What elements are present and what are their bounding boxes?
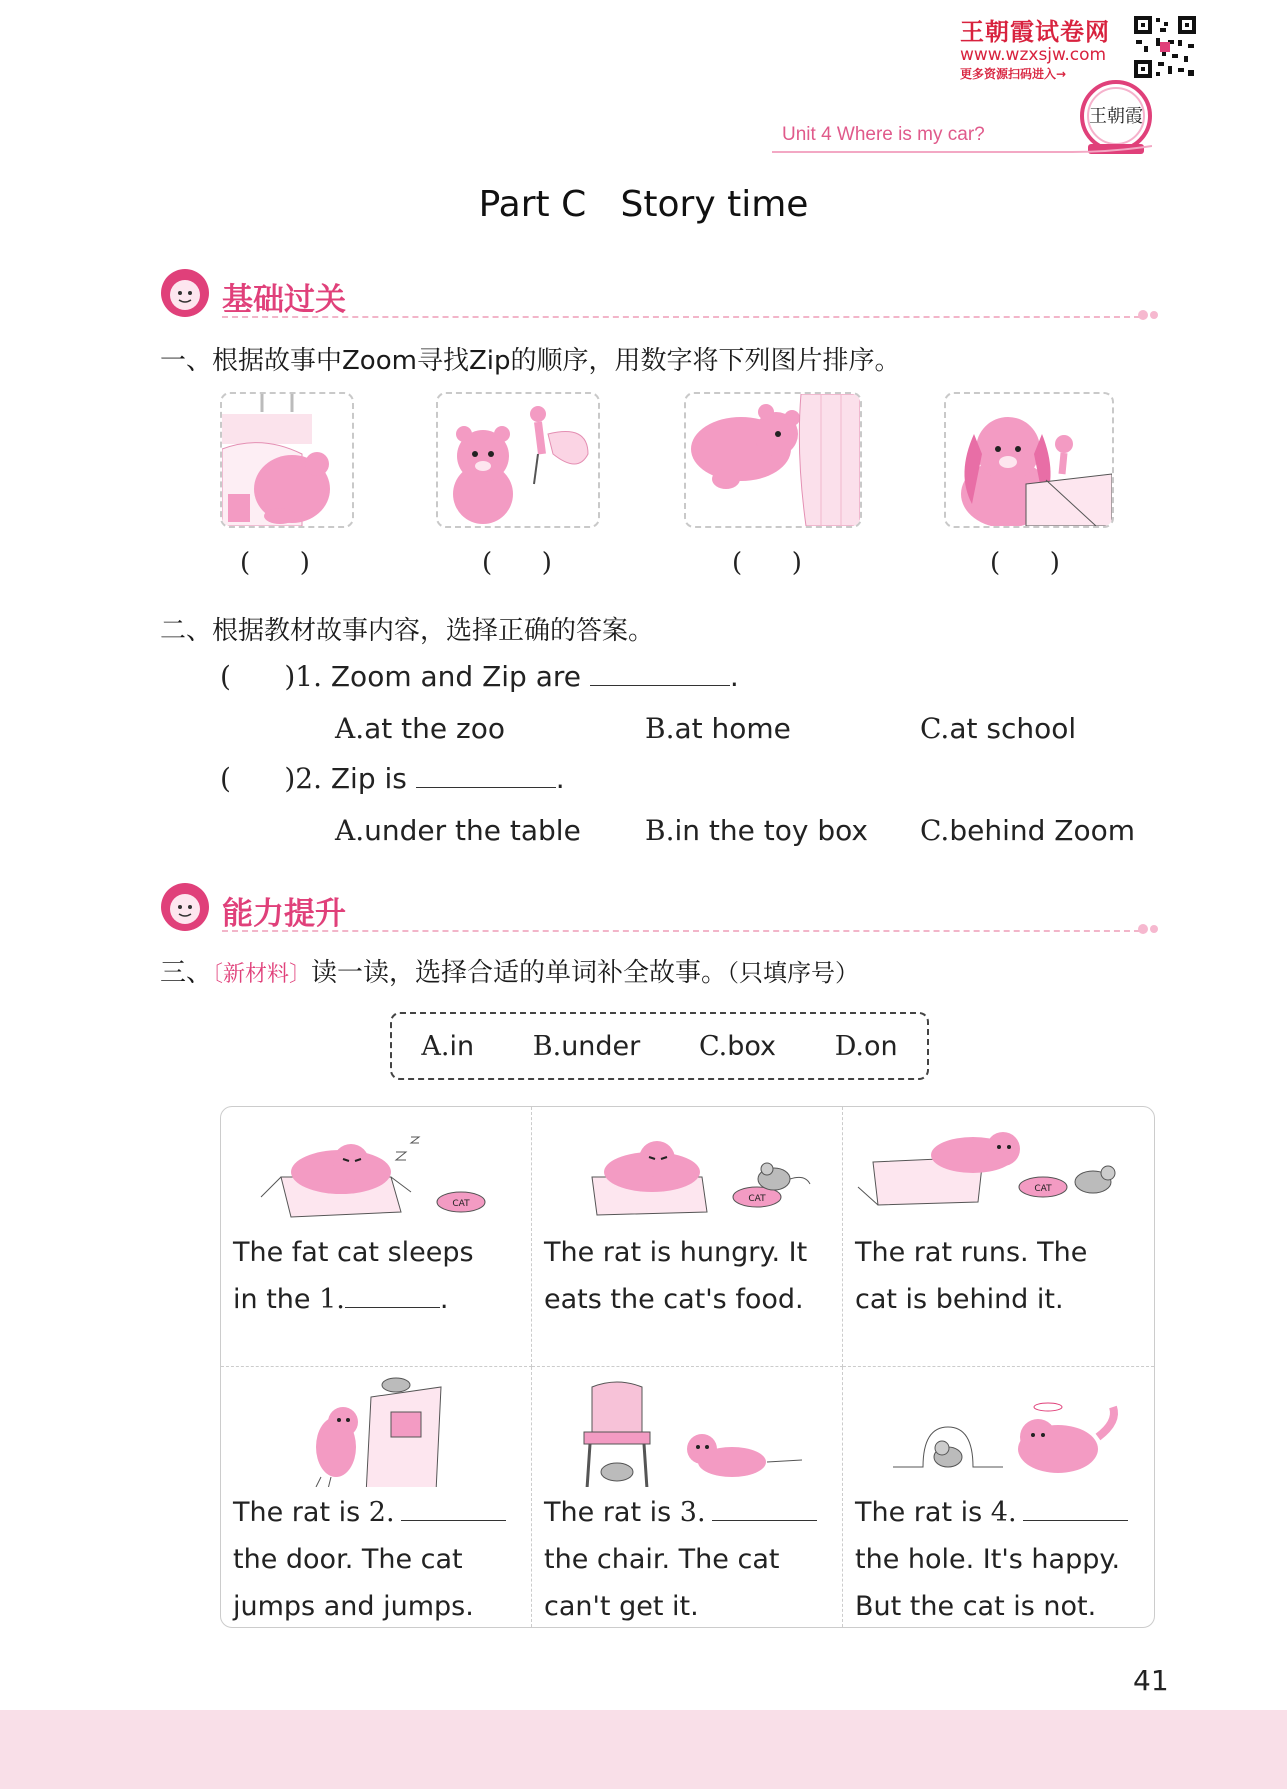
rat-on-door-illustration [231,1377,521,1487]
story-line: cat is behind it. [855,1284,1064,1315]
option-text: at school [949,712,1077,745]
option-text: behind Zoom [949,814,1135,847]
unit-label: Unit 4 Where is my car? [782,124,985,145]
answer-paren[interactable]: ( ) [220,660,296,693]
footer-band [0,1710,1287,1789]
story-line: The rat runs. The [855,1237,1088,1268]
story-line: eats the cat's food. [544,1284,804,1315]
section-badge-icon [160,268,210,318]
answer-blank[interactable] [345,1285,440,1308]
rat-runs-cat-chases-illustration [853,1117,1143,1227]
rat-in-hole-illustration [853,1377,1143,1487]
word-letter: D. [834,1030,865,1062]
item-stem: Zip is [330,762,407,795]
page-number: 41 [1133,1664,1169,1697]
new-material-tag: 〔新材料〕 [212,962,312,987]
option-2c[interactable] [920,814,1135,847]
word-option-b [533,1031,641,1062]
word-text: on [864,1030,898,1062]
bowl-label: CAT [748,1194,766,1204]
question-3-prefix: 三、 [160,958,213,988]
item-number: 1. [295,660,322,693]
story-text: The rat is [855,1497,991,1528]
question-2-title: 二、根据教材故事内容，选择正确的答案。 [160,616,655,646]
story-grid [220,1106,1155,1628]
story-cell-6 [843,1367,1154,1627]
section-badge-icon [160,882,210,932]
story-cell-5 [532,1367,843,1627]
story-line [233,1276,521,1323]
section-divider [222,930,1140,932]
brand-title: 王朝霞试卷网 [960,18,1110,46]
option-letter: C. [920,814,950,847]
story-cell-4 [221,1367,532,1627]
story-line: But the cat is not. [855,1591,1097,1622]
item-stem: Zoom and Zip are [330,660,581,693]
question-1-title: 一、根据故事中Zoom寻找Zip的顺序，用数字将下列图片排序。 [160,346,901,376]
section-heading-advanced [160,880,1160,936]
word-bank [390,1012,929,1080]
option-letter: B. [645,712,675,745]
story-text: . [439,1284,449,1315]
word-option-d [835,1031,898,1062]
word-letter: B. [532,1030,562,1062]
svg-text:王朝霞: 王朝霞 [1089,106,1143,127]
section-heading-basic [160,266,1160,322]
story-line: the hole. It's happy. [855,1544,1121,1575]
brand-block [960,12,1130,82]
option-2b[interactable] [645,814,868,847]
story-text: The rat is [233,1497,369,1528]
option-1c[interactable] [920,712,1076,745]
answer-paren-1[interactable]: ( ) [240,548,310,578]
story-line: jumps and jumps. [233,1591,474,1622]
story-picture-3 [684,392,862,528]
word-text: box [727,1030,777,1062]
answer-paren[interactable]: ( ) [220,762,296,795]
option-text: at the zoo [364,712,505,745]
blank-number: 4. [990,1497,1017,1528]
answer-paren-4[interactable]: ( ) [990,548,1060,578]
story-line [855,1489,1144,1536]
answer-blank[interactable] [1023,1498,1128,1521]
cat-sleeping-in-box-illustration [231,1117,521,1227]
word-letter: C. [698,1030,728,1062]
story-cell-1 [221,1107,532,1367]
decor-dots-icon [1138,922,1160,936]
story-line: the door. The cat [233,1544,463,1575]
story-line [544,1489,832,1536]
section-heading-label: 能力提升 [222,896,346,932]
item-end: . [729,660,739,693]
word-letter: A. [421,1030,450,1062]
item-end: . [555,762,565,795]
answer-paren-2[interactable]: ( ) [482,548,552,578]
option-text: in the toy box [674,814,868,847]
story-text: in the [233,1284,320,1315]
answer-blank[interactable] [590,663,730,686]
bowl-label: CAT [452,1199,470,1209]
answer-paren-3[interactable]: ( ) [732,548,802,578]
story-text-4 [233,1489,521,1628]
story-text-3 [855,1229,1144,1323]
story-text: The rat is [544,1497,680,1528]
decor-dots-icon [1138,308,1160,322]
story-line [233,1489,521,1536]
option-letter: B. [645,814,675,847]
story-text-5 [544,1489,832,1628]
story-picture-4 [944,392,1114,528]
option-text: at home [674,712,791,745]
story-text-1 [233,1229,521,1323]
brand-subtitle: 更多资源扫码进入→ [960,67,1067,81]
word-text: in [449,1030,475,1062]
rat-eats-cat-food-illustration [542,1117,832,1227]
word-option-a [421,1031,474,1062]
page-title: Part C Story time [478,184,809,225]
option-1b[interactable] [645,712,791,745]
story-picture-2 [436,392,600,528]
answer-blank[interactable] [712,1498,817,1521]
question-3-text: 读一读，选择合适的单词补全故事。 [311,958,728,988]
blank-number: 3. [679,1497,706,1528]
item-number: 2. [295,762,322,795]
blank-number: 2. [368,1497,395,1528]
option-letter: C. [920,712,950,745]
qr-code-icon[interactable] [1132,14,1198,80]
section-divider [222,316,1140,318]
story-cell-3 [843,1107,1154,1367]
question-3-note: （只填序号） [727,959,860,987]
story-line: can't get it. [544,1591,699,1622]
story-cell-2 [532,1107,843,1367]
word-text: under [561,1030,641,1062]
answer-blank[interactable] [416,765,556,788]
story-text-6 [855,1489,1144,1628]
blank-number: 1. [319,1284,345,1315]
answer-blank[interactable] [401,1498,506,1521]
brand-url[interactable]: www.wzxsjw.com [960,45,1107,65]
option-text: under the table [364,814,581,847]
option-letter: A. [335,712,365,745]
story-text-2 [544,1229,832,1323]
option-2a[interactable] [335,814,581,847]
question-2-item-2 [220,762,565,795]
story-line: The fat cat sleeps [233,1237,474,1268]
option-1a[interactable] [335,712,505,745]
story-picture-1 [220,392,354,528]
rat-under-chair-illustration [542,1377,832,1487]
word-option-c [699,1031,776,1062]
story-line: The rat is hungry. It [544,1237,808,1268]
question-2-item-1 [220,660,739,693]
story-line: the chair. The cat [544,1544,780,1575]
option-letter: A. [335,814,365,847]
section-heading-label: 基础过关 [222,282,346,318]
question-3-title [160,952,859,989]
bowl-label: CAT [1034,1184,1052,1194]
